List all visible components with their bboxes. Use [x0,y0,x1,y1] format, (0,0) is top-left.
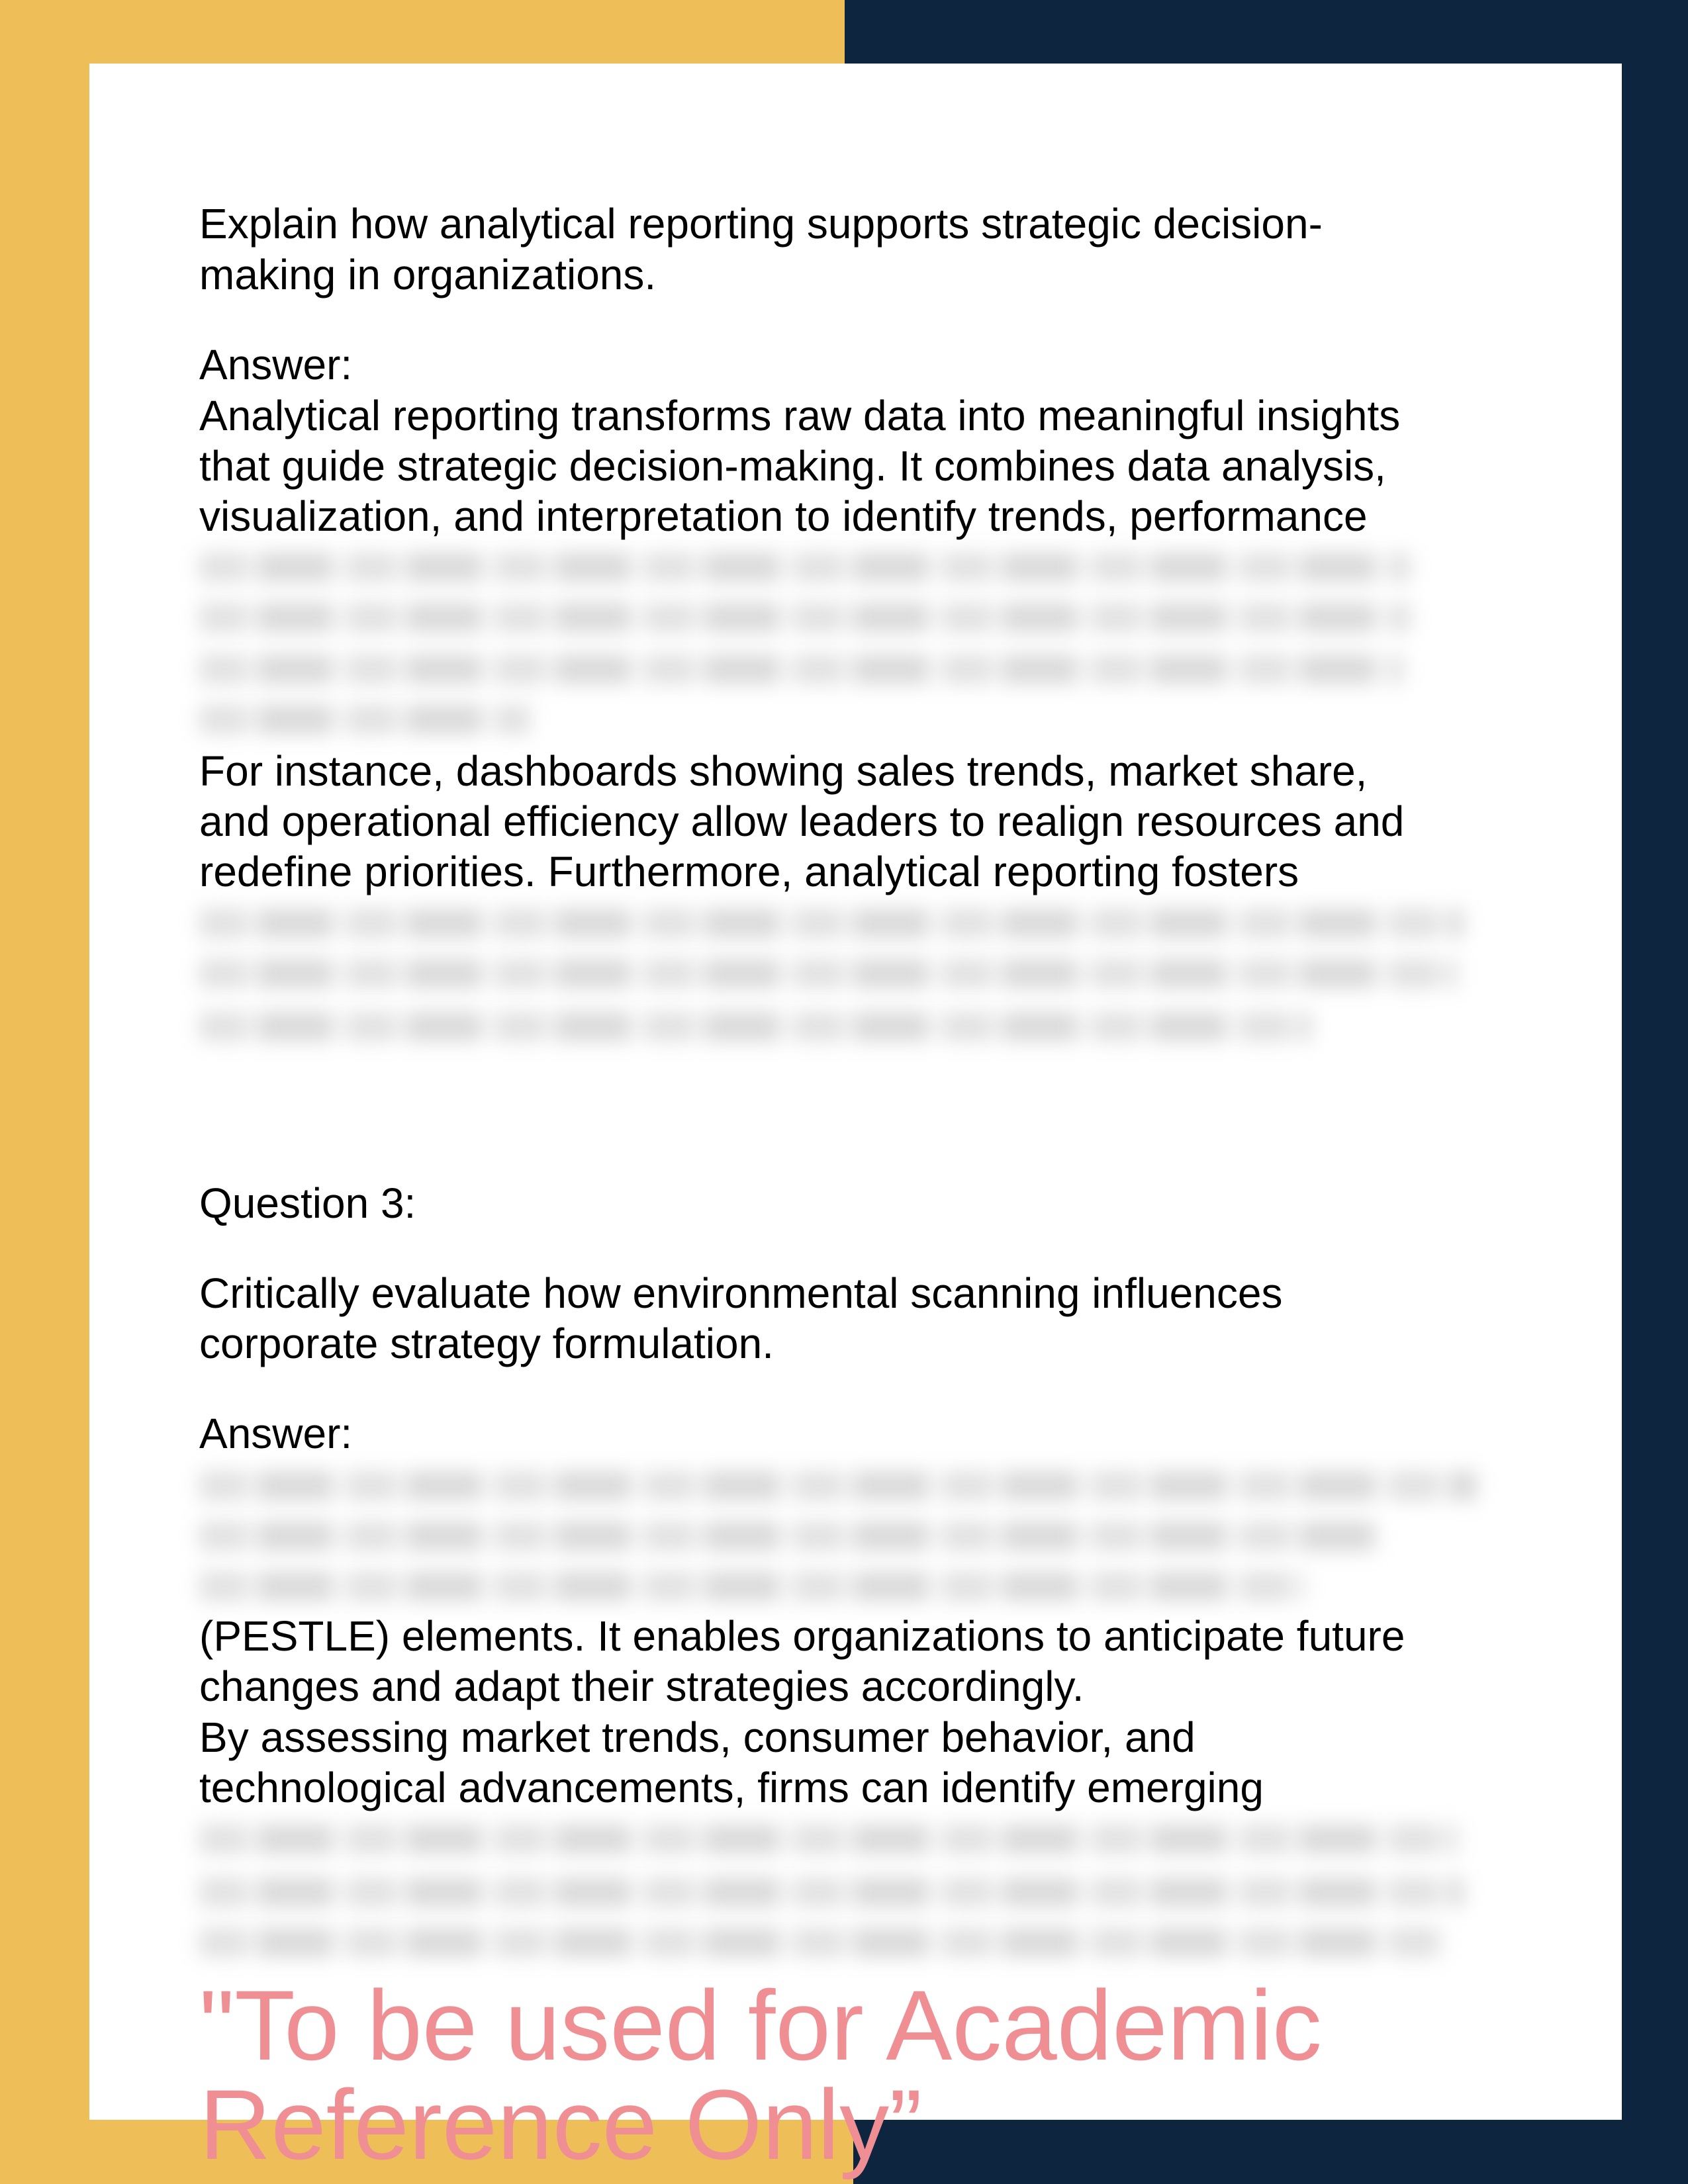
answer-text: For instance, dashboards showing sales trends, market share, [199,747,1368,795]
blurred-text [199,1927,1444,1958]
question-text: corporate strategy formulation. [199,1320,774,1367]
question-text: making in organizations. [199,251,657,298]
top-yellow-band [0,0,845,64]
blurred-text [199,1877,1464,1907]
answer-text: that guide strategic decision-making. It combines data analysis, [199,442,1386,490]
blurred-text [199,654,1404,684]
blurred-text [199,958,1457,989]
blurred-text [199,1521,1378,1551]
blurred-text [199,1824,1457,1854]
answer-text: and operational efficiency allow leaders to realign resources and [199,797,1405,845]
answer-label: Answer: [199,341,353,388]
bottom-yellow-band [0,2120,853,2184]
blurred-text [199,908,1464,938]
blurred-text [199,1471,1477,1501]
blurred-text [199,602,1411,633]
question-text: Critically evaluate how environmental scanning influences [199,1269,1283,1317]
answer-label: Answer: [199,1410,353,1457]
answer-text: visualization, and interpretation to identify trends, performance [199,492,1368,540]
question-title: Question 3: [199,1179,416,1227]
blurred-text [199,1571,1305,1602]
answer-text: By assessing market trends, consumer behavior, and [199,1713,1196,1761]
watermark: "To be used for Academic Reference Only” [199,1970,1322,2180]
left-yellow-band [0,0,89,2184]
answer-text: redefine priorities. Furthermore, analytical reporting fosters [199,848,1299,895]
blurred-text [199,1011,1311,1042]
question-text: Explain how analytical reporting supports strategic decision- [199,200,1323,248]
answer-text: Analytical reporting transforms raw data into meaningful insights [199,392,1401,439]
answer-text: (PESTLE) elements. It enables organizations to anticipate future [199,1612,1405,1660]
answer-text: technological advancements, firms can identify emerging [199,1764,1264,1811]
answer-text: changes and adapt their strategies accordingly. [199,1662,1084,1710]
blurred-text [199,704,530,735]
blurred-text [199,552,1411,582]
